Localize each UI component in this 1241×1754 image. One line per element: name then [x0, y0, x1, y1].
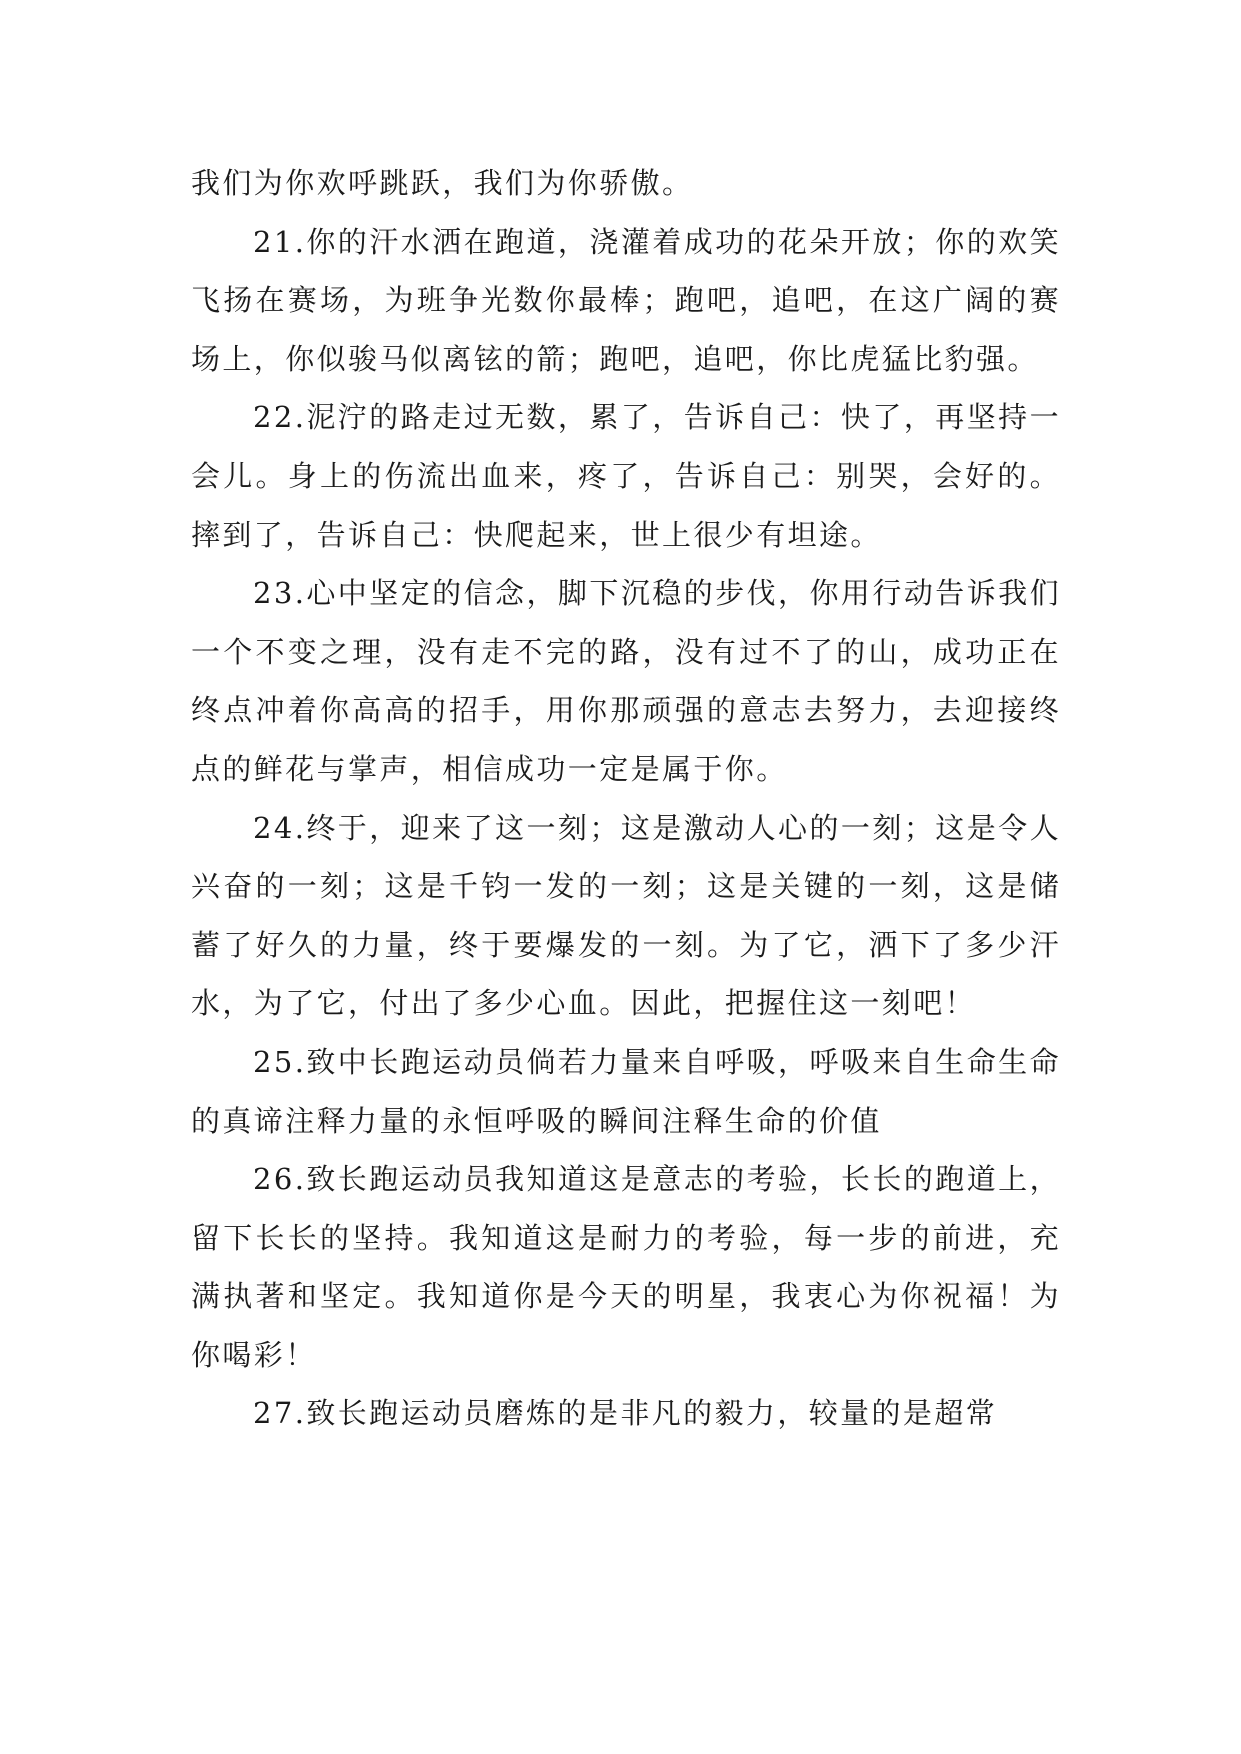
paragraph-22: 22.泥泞的路走过无数，累了，告诉自己：快了，再坚持一会儿。身上的伤流出血来，疼了，告诉自己：别哭，会好的。摔到了，告诉自己：快爬起来，世上很少有坦途。: [191, 400, 1061, 552]
paragraph-26: 26.致长跑运动员我知道这是意志的考验，长长的跑道上，留下长长的坚持。我知道这是耐力的考验，每一步的前进，充满执著和坚定。我知道你是今天的明星，我衷心为你祝福！为你喝彩！: [191, 1162, 1061, 1372]
paragraph-21: 21.你的汗水洒在跑道，浇灌着成功的花朵开放；你的欢笑飞扬在赛场，为班争光数你最棒；跑吧，追吧，在这广阔的赛场上，你似骏马似离铉的箭；跑吧，追吧，你比虎猛比豹强。: [191, 224, 1061, 376]
paragraph-24: 24.终于，迎来了这一刻；这是激动人心的一刻；这是令人兴奋的一刻；这是千钧一发的一刻；这是关键的一刻，这是储蓄了好久的力量，终于要爆发的一刻。为了它，洒下了多少汗水，为了它，付出了多少心血。因此，把握住这一刻吧！: [191, 810, 1061, 1021]
paragraph-27: 27.致长跑运动员磨炼的是非凡的毅力，较量的是超常: [253, 1396, 998, 1431]
paragraph-23: 23.心中坚定的信念，脚下沉稳的步伐，你用行动告诉我们一个不变之理，没有走不完的路，没有过不了的山，成功正在终点冲着你高高的招手，用你那顽强的意志去努力，去迎接终点的鲜花与掌声，相信成功一定是属于你。: [191, 576, 1061, 786]
document-body: [191, 154, 1061, 1443]
paragraph-continuation: 我们为你欢呼跳跃，我们为你骄傲。: [191, 166, 694, 200]
paragraph-25: 25.致中长跑运动员倘若力量来自呼吸，呼吸来自生命生命的真谛注释力量的永恒呼吸的瞬间注释生命的价值: [191, 1044, 1061, 1138]
